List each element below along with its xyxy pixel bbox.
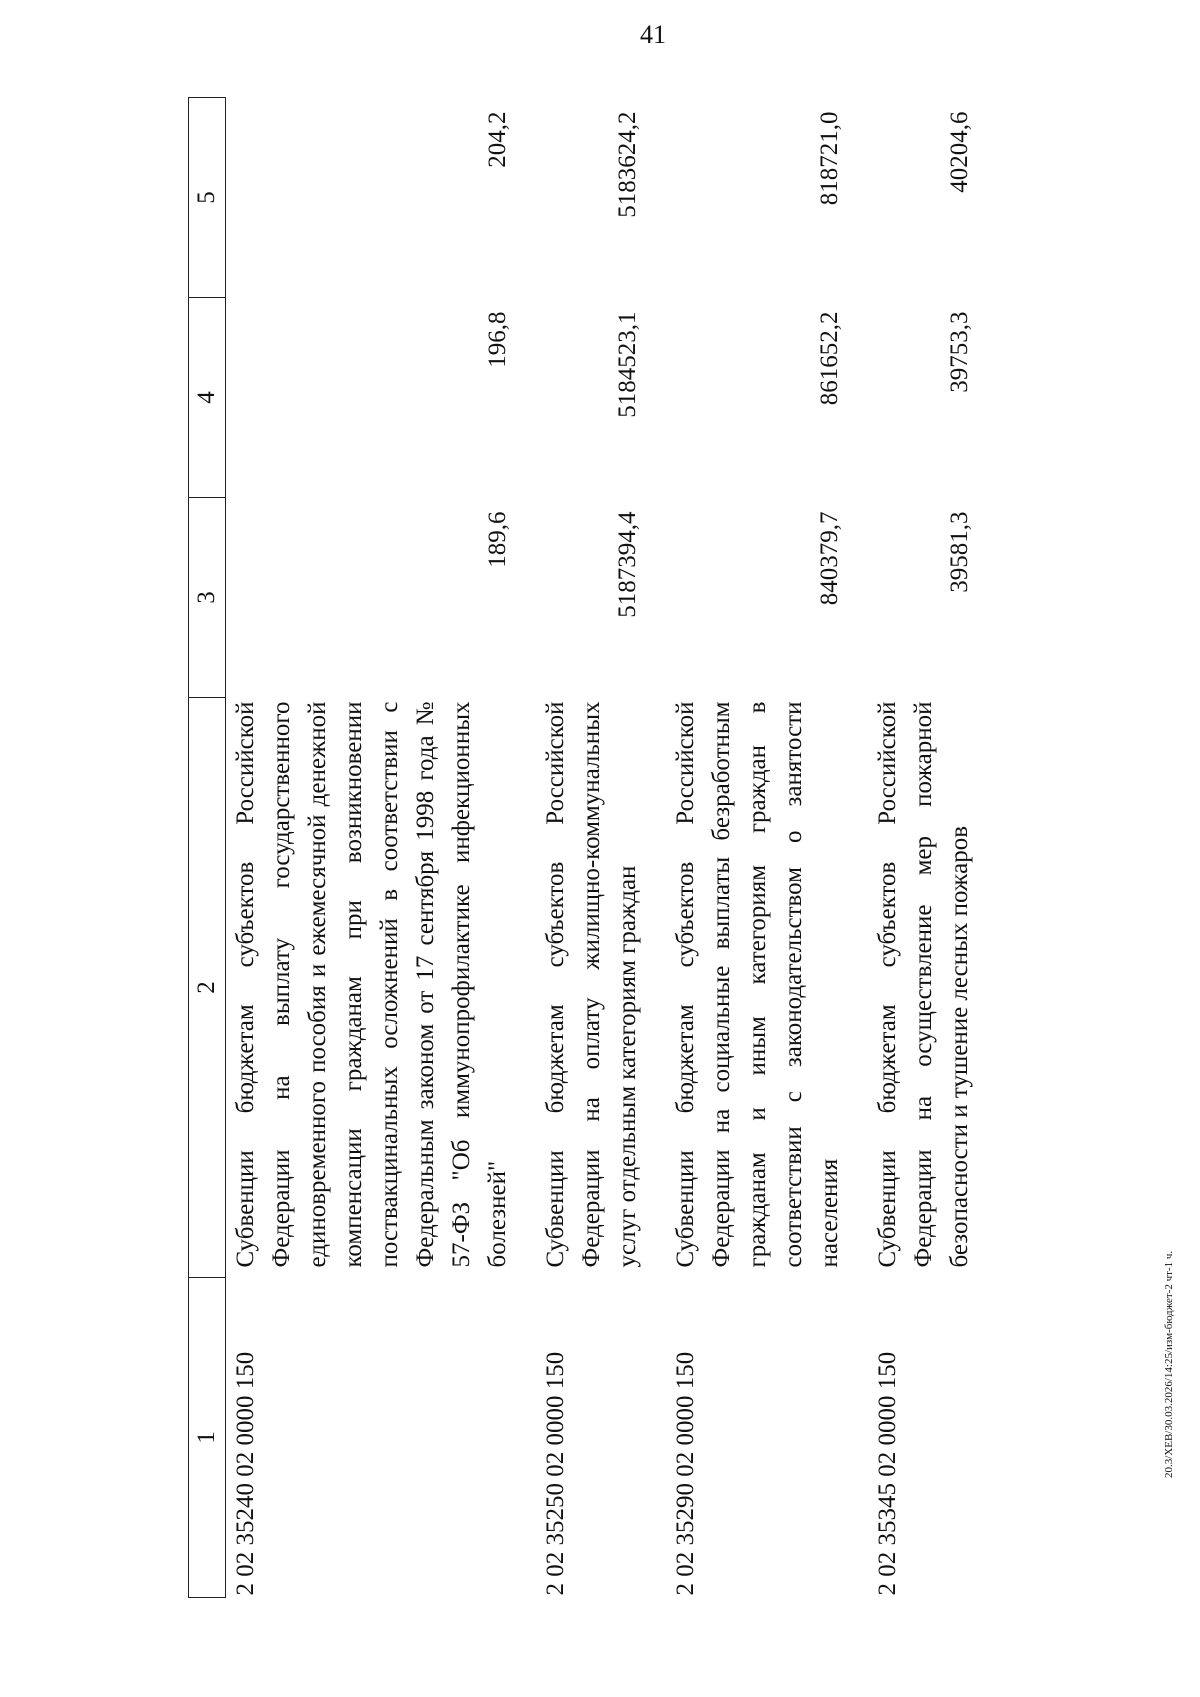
- value-col-3: 5187394,4: [614, 511, 641, 618]
- value-col-5: 818721,0: [816, 111, 843, 206]
- budget-code: 2 02 35345 02 0000 150: [874, 1351, 901, 1596]
- budget-code: 2 02 35240 02 0000 150: [232, 1351, 259, 1596]
- table-row: [668, 98, 870, 1598]
- page-number: 41: [640, 20, 666, 49]
- budget-table: [188, 97, 978, 1598]
- value-col-5: 5183624,2: [614, 111, 641, 218]
- row-description: Субвенции бюджетам субъектов Российской Федерации на оплату жилищно-коммунальных услуг отдельным категориям граждан: [542, 701, 641, 1268]
- value-col-3: 189,6: [484, 511, 511, 568]
- header-col-3: 3: [189, 498, 226, 698]
- header-col-2: 2: [189, 698, 226, 1278]
- value-col-4: 861652,2: [816, 311, 843, 406]
- value-col-3: 840379,7: [816, 511, 843, 606]
- value-col-4: 196,8: [484, 311, 511, 368]
- value-col-5: 204,2: [484, 111, 511, 168]
- row-description: Субвенции бюджетам субъектов Российской Федерации на осуществление мер пожарной безопасности и тушение лесных пожаров: [874, 701, 973, 1268]
- table-row: [226, 98, 539, 1598]
- budget-code: 2 02 35290 02 0000 150: [672, 1351, 699, 1596]
- header-col-4: 4: [189, 298, 226, 498]
- row-description: Субвенции бюджетам субъектов Российской Федерации на выплату государственного единовременного пособия и ежемесячной денежной компенсации гражданам при возникновении поствакцинальных осложнений в соответствии с Федеральным законом от 17 сентября 1998 года № 57-ФЗ "Об иммунопрофилактике инфекционных болезней": [232, 701, 511, 1268]
- value-col-3: 39581,3: [946, 511, 973, 593]
- budget-code: 2 02 35250 02 0000 150: [542, 1351, 569, 1596]
- row-description: Субвенции бюджетам субъектов Российской Федерации на социальные выплаты безработным гражданам и иным категориям граждан в соответствии с законодательством о занятости населения: [672, 701, 843, 1268]
- value-col-5: 40204,6: [946, 111, 973, 193]
- header-col-5: 5: [189, 98, 226, 298]
- header-col-1: 1: [189, 1278, 226, 1598]
- value-col-4: 39753,3: [946, 311, 973, 393]
- value-col-4: 5184523,1: [614, 311, 641, 418]
- footer-file-reference: 20.3/ХЕВ/30.03.2026/14:25/изм-бюджет-2 чт-1 ч.: [1163, 1250, 1175, 1478]
- rotated-table-container: [188, 98, 978, 1598]
- table-row: [538, 98, 668, 1598]
- table-row: [870, 98, 978, 1598]
- table-header-row: [189, 98, 226, 1598]
